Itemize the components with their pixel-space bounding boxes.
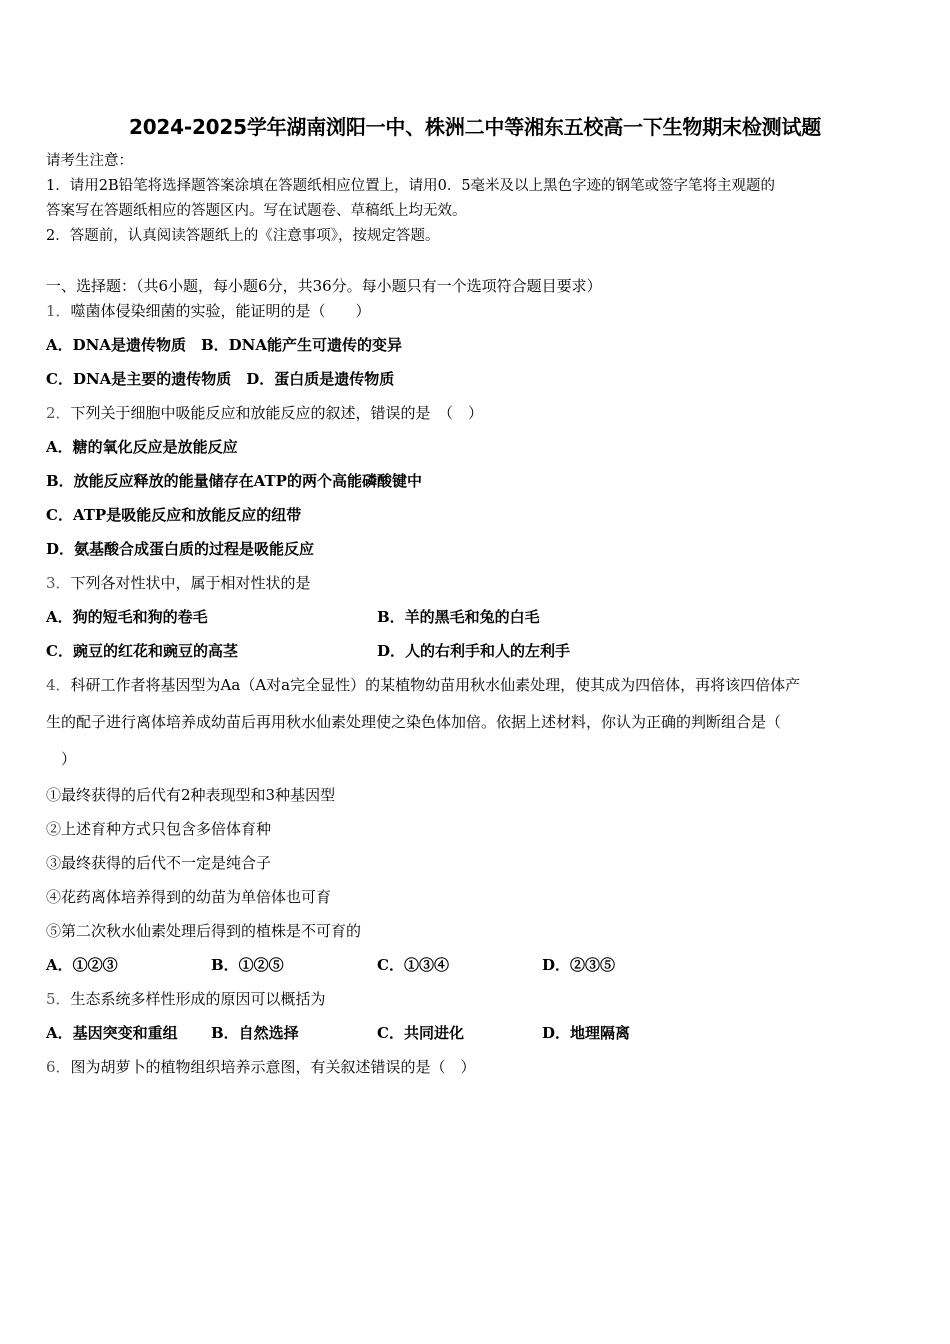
question-3 <box>46 573 311 593</box>
q4-option-a: A．①②③ <box>46 956 118 974</box>
question-number: 6． <box>46 1058 71 1076</box>
section-heading: 一、选择题：（共6小题，每小题6分，共36分。每小题只有一个选项符合题目要求） <box>46 277 602 295</box>
q4-option-b: B．①②⑤ <box>211 956 284 974</box>
question-stem: 科研工作者将基因型为Aa（A对a完全显性）的某植物幼苗用秋水仙素处理，使其成为四倍体，再将该四倍体产 <box>70 676 801 694</box>
q2-option-d: D．氨基酸合成蛋白质的过程是吸能反应 <box>46 540 315 558</box>
question-stem: 图为胡萝卜的植物组织培养示意图，有关叙述错误的是（ ） <box>70 1058 476 1076</box>
q4-stem-line-2: 生的配子进行离体培养成幼苗后再用秋水仙素处理使之染色体加倍。依据上述材料，你认为正确的判断组合是（ <box>46 713 782 731</box>
question-6 <box>46 1057 476 1077</box>
question-stem: 下列各对性状中，属于相对性状的是 <box>70 574 311 592</box>
question-1 <box>46 301 371 321</box>
q2-option-a: A．糖的氧化反应是放能反应 <box>46 438 238 456</box>
q4-statement-5: ⑤第二次秋水仙素处理后得到的植株是不可育的 <box>46 922 362 940</box>
q3-option-a: A．狗的短毛和狗的卷毛 <box>46 608 208 626</box>
q4-statement-1: ①最终获得的后代有2种表现型和3种基因型 <box>46 786 336 804</box>
question-number: 4． <box>46 676 71 694</box>
q5-option-c: C．共同进化 <box>377 1024 464 1042</box>
q4-statement-2: ②上述育种方式只包含多倍体育种 <box>46 820 272 838</box>
q3-option-b: B．羊的黑毛和兔的白毛 <box>377 608 540 626</box>
notice-line-2: 2．答题前，认真阅读答题纸上的《注意事项》，按规定答题。 <box>46 228 440 244</box>
q3-option-c: C．豌豆的红花和豌豆的高茎 <box>46 642 238 660</box>
question-5 <box>46 989 326 1009</box>
exam-title: 2024-2025学年湖南浏阳一中、株洲二中等湘东五校高一下生物期末检测试题 <box>128 115 822 139</box>
q1-options-row-1: A．DNA是遗传物质 B．DNA能产生可遗传的变异 <box>46 336 403 354</box>
q5-option-b: B．自然选择 <box>211 1024 299 1042</box>
q4-statement-4: ④花药离体培养得到的幼苗为单倍体也可育 <box>46 888 332 906</box>
q5-option-a: A．基因突变和重组 <box>46 1024 178 1042</box>
question-2 <box>46 403 483 423</box>
question-number: 2． <box>46 404 71 422</box>
question-number: 5． <box>46 990 71 1008</box>
question-stem: 下列关于细胞中吸能反应和放能反应的叙述，错误的是 （ ） <box>70 404 484 422</box>
notice-line-1b: 答案写在答题纸相应的答题区内。写在试题卷、草稿纸上均无效。 <box>46 203 467 219</box>
question-stem: 噬菌体侵染细菌的实验，能证明的是（ ） <box>70 302 371 320</box>
q4-option-c: C．①③④ <box>377 956 449 974</box>
q3-option-d: D．人的右利手和人的左利手 <box>377 642 571 660</box>
question-4 <box>46 675 800 695</box>
notice-line-1a: 1．请用2B铅笔将选择题答案涂填在答题纸相应位置上，请用0．5毫米及以上黑色字迹的钢笔或签字笔将主观题的 <box>46 178 776 194</box>
question-number: 3． <box>46 574 71 592</box>
q4-statement-3: ③最终获得的后代不一定是纯合子 <box>46 854 272 872</box>
question-number: 1． <box>46 302 71 320</box>
q4-stem-line-3: ） <box>46 750 77 768</box>
q4-option-d: D．②③⑤ <box>542 956 616 974</box>
q2-option-b: B．放能反应释放的能量储存在ATP的两个高能磷酸键中 <box>46 472 422 490</box>
q1-options-row-2: C．DNA是主要的遗传物质 D．蛋白质是遗传物质 <box>46 370 395 388</box>
q5-option-d: D．地理隔离 <box>542 1024 631 1042</box>
notice-heading: 请考生注意： <box>46 153 133 169</box>
question-stem: 生态系统多样性形成的原因可以概括为 <box>70 990 326 1008</box>
q2-option-c: C．ATP是吸能反应和放能反应的纽带 <box>46 506 302 524</box>
